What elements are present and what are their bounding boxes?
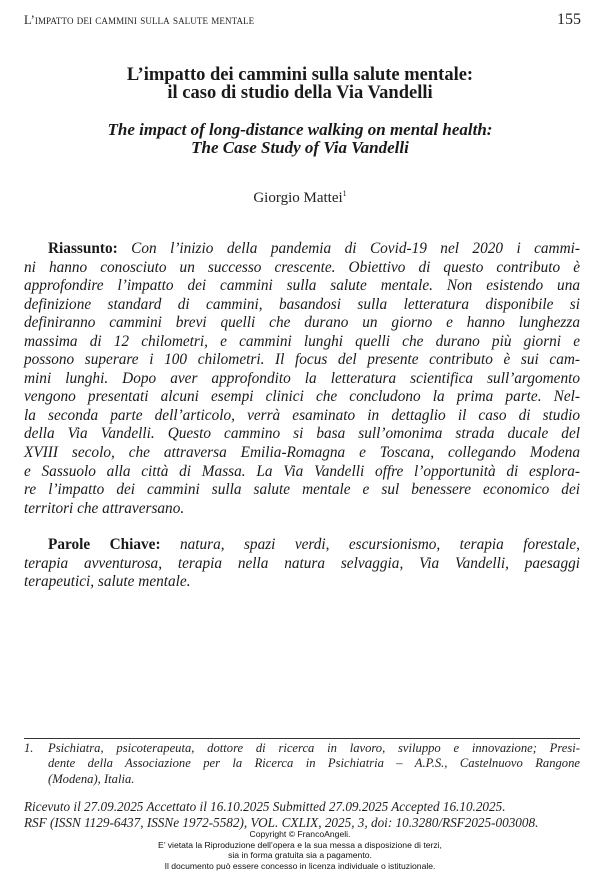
keywords-line: terapeutici, salute mentale. (24, 573, 191, 591)
footnote-divider (24, 738, 580, 739)
author-name: Giorgio Mattei (253, 190, 343, 206)
copyright-line: Il documento può essere concesso in licenza individuale o istituzionale. (164, 860, 436, 871)
article-subtitle-line: The Case Study of Via Vandelli (191, 138, 409, 157)
abstract-line (24, 240, 580, 259)
abstract-line: vengono presentati alcuni esempi clinici che concludono la prima parte. Nel- (24, 388, 580, 406)
footnote-text: Psichiatra, psicoterapeuta, dottore di ricerca in lavoro, sviluppo e innovazione; Presi- (48, 741, 580, 755)
footnote-line: (Modena), Italia. (48, 771, 135, 786)
abstract-line: possono superare i 100 chilometri. Il focus del presente contributo è sui cam- (24, 351, 580, 369)
page-number: 155 (557, 11, 581, 28)
copyright-line: E’ vietata la Riproduzione dell’opera e la sua messa a disposizione di terzi, (158, 839, 442, 850)
running-header-title: L’impatto dei cammini sulla salute mentale (24, 13, 255, 27)
abstract-line: della Via Vandelli. Questo cammino si basa sull’omonima strada ducale del (24, 425, 580, 443)
keywords-line: terapia avventurosa, terapia nella natura selvaggia, Via Vandelli, paesaggi (24, 554, 580, 572)
abstract (24, 240, 580, 518)
submission-dates: Ricevuto il 27.09.2025 Accettato il 16.10.2025 Submitted 27.09.2025 Accepted 16.10.2025. (24, 799, 506, 814)
article-title (0, 66, 600, 102)
submission-info (24, 799, 584, 831)
article-title-line: il caso di studio della Via Vandelli (167, 83, 433, 103)
abstract-label: Riassunto: (48, 240, 118, 257)
article-subtitle-line: The impact of long-distance walking on mental health: (107, 120, 493, 139)
footnote (24, 741, 580, 787)
abstract-line: approfondire l’impatto dei cammini sulla salute mentale. Non esistendo una (24, 277, 580, 295)
keywords-text: natura, spazi verdi, escursionismo, terapia forestale, (179, 536, 580, 553)
copyright-notice (0, 829, 600, 871)
abstract-line: la seconda parte dell’articolo, verrà esaminato in dettaglio il caso di studio (24, 406, 580, 424)
abstract-line: territori che attraversano. (24, 499, 185, 517)
abstract-line: ni hanno conosciuto un successo crescente. Obiettivo di questo contributo è (24, 258, 580, 276)
keywords-label: Parole Chiave: (48, 536, 161, 553)
article-subtitle-english (0, 121, 600, 157)
footnote-number: 1. (24, 741, 34, 755)
abstract-line: XVIII secolo, che attraversa Emilia-Romagna e Toscana, collegando Modena (24, 444, 580, 462)
article-title-line: L’impatto dei cammini sulla salute mentale: (126, 65, 474, 85)
citation-doi: RSF (ISSN 1129-6437, ISSNe 1972-5582), VOL. CXLIX, 2025, 3, doi: 10.3280/RSF2025-003008. (24, 815, 539, 831)
author-footnote-marker[interactable]: 1 (342, 189, 347, 198)
abstract-text: Con l’inizio della pandemia di Covid-19 nel 2020 i cammi- (131, 240, 580, 257)
abstract-line: e Sassuolo alla città di Massa. La Via Vandelli offre l’opportunità di esplora- (24, 462, 580, 480)
footnote-line: dente della Associazione per la Ricerca in Psichiatria – A.P.S., Castelnuovo Rangone (48, 756, 580, 771)
author-line (0, 190, 600, 207)
abstract-line: mini lunghi. Dopo aver approfondito la letteratura scientifica sull’argomento (24, 369, 580, 387)
abstract-line: re l’impatto dei cammini sulla salute mentale e sul benessere economico dei (24, 481, 580, 499)
footnote-line (24, 741, 580, 756)
copyright-line: sia in forma gratuita sia a pagamento. (228, 850, 372, 860)
abstract-line: definiranno cammini brevi quelli che durano un giorno e hanno lunghezza (24, 314, 580, 332)
abstract-line: massima di 12 chilometri, e cammini lunghi quelli che durano più giorni e (24, 332, 580, 350)
abstract-line: definizione standard di cammini, basandosi sulla letteratura disponibile si (24, 295, 580, 313)
keywords (24, 536, 580, 592)
keywords-line (24, 536, 580, 555)
copyright-line: Copyright © FrancoAngeli. (249, 829, 351, 839)
